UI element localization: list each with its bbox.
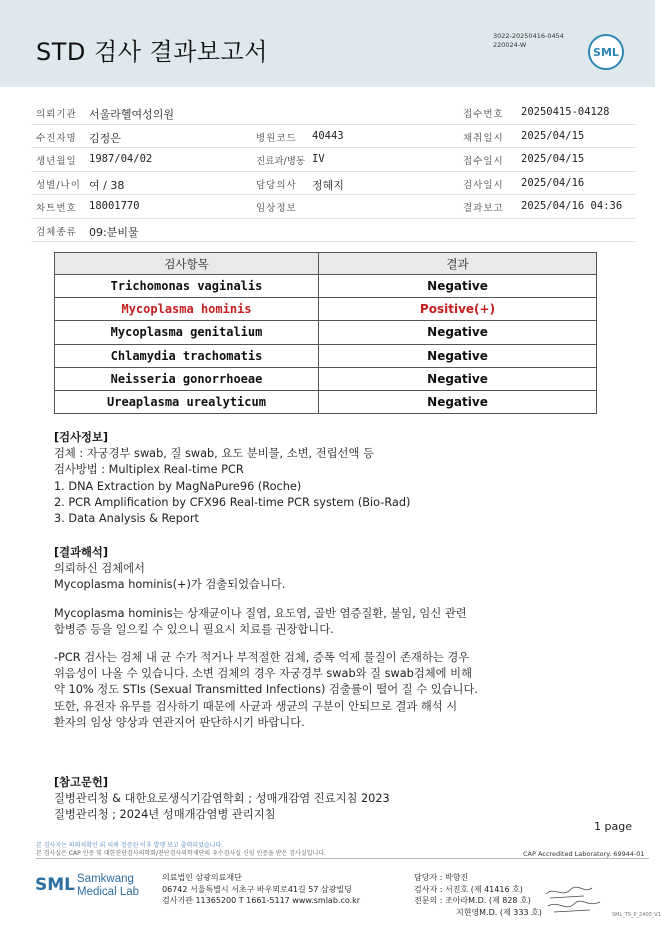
staff-line: 담당자 : 박향진 — [414, 873, 469, 882]
test-info-title: [검사정보] — [54, 431, 108, 444]
chart-no-label: 차트번호 — [36, 203, 77, 214]
header-test-item: 검사항목 — [55, 253, 319, 275]
cap-accreditation: CAP Accredited Laboratory. 69944-01 — [523, 850, 645, 858]
report-header — [0, 0, 655, 87]
form-code: SML_TS_P_2400_V1 — [612, 912, 661, 918]
info-row-chart — [31, 195, 636, 219]
test-item-cell: Neisseria gonorrhoeae — [55, 367, 319, 390]
page-number: 1 page — [594, 820, 632, 833]
interpretation-line: 합병증 등을 일으킬 수 있으니 필요시 치료를 권장합니다. — [54, 622, 334, 636]
lab-staff — [414, 872, 542, 918]
test-item-cell: Mycoplasma hominis — [55, 298, 319, 321]
table-row — [55, 367, 597, 390]
info-row-subject — [31, 125, 636, 149]
test-item-cell: Chlamydia trachomatis — [55, 344, 319, 367]
lab-name-line-2: Medical Lab — [77, 886, 140, 898]
sex-age-label: 성별/나이 — [36, 179, 81, 191]
lab-name — [77, 873, 139, 899]
address-line: 06742 서울특별시 서초구 바우뫼로41길 57 삼광빌딩 — [162, 884, 352, 894]
result-cell: Positive(+) — [319, 298, 597, 321]
specimen-value: 09:분비물 — [89, 225, 139, 239]
reference-line: 질병관리청 ; 2024년 성매개감염병 관리지침 — [54, 808, 276, 822]
clinical-label: 임상정보 — [256, 203, 297, 214]
specimen-label: 검체종류 — [36, 226, 77, 238]
interpretation-line: 의뢰하신 검체에서 — [54, 562, 145, 576]
staff-line: 지현영M.D. (제 333 호) — [456, 907, 542, 917]
lab-address — [162, 872, 360, 907]
table-row — [55, 275, 597, 298]
interpretation-title: [결과해석] — [54, 546, 108, 559]
test-info-line: 검체 : 자궁경부 swab, 질 swab, 요도 분비물, 소변, 전립선액 등 — [54, 447, 374, 461]
interpretation-line: 환자의 임상 양상과 연관지어 판단하시기 바랍니다. — [54, 715, 305, 729]
result-cell: Negative — [319, 321, 597, 344]
interpretation-section — [54, 545, 534, 731]
results-header-row — [55, 253, 597, 275]
footer-divider — [36, 858, 649, 859]
table-row — [55, 344, 597, 367]
test-info-line: 2. PCR Amplification by CFX96 Real-time PCR system (Bio-Rad) — [54, 495, 411, 509]
subject-value: 김정은 — [89, 131, 121, 145]
test-info-section — [54, 430, 524, 527]
doctor-label: 담당의사 — [256, 179, 297, 191]
receive-date-value: 2025/04/15 — [521, 153, 585, 165]
sml-logo-text: SML — [593, 46, 619, 59]
results-table — [54, 252, 597, 414]
result-cell: Negative — [319, 367, 597, 390]
test-item-cell: Trichomonas vaginalis — [55, 275, 319, 298]
document-code-2: 220024-W — [493, 41, 527, 49]
report-date-value: 2025/04/16 04:36 — [521, 200, 623, 212]
ward-code-label: 병원코드 — [256, 132, 297, 144]
samkwang-logo-icon — [35, 870, 75, 896]
interpretation-line: Mycoplasma hominis(+)가 검출되었습니다. — [54, 578, 286, 592]
test-date-value: 2025/04/16 — [521, 176, 585, 189]
interpretation-line: Mycoplasma hominis는 상재균이나 질염, 요도염, 골반 염증질환, 불임, 임신 관련 — [54, 606, 467, 620]
info-row-institution — [31, 101, 636, 125]
test-date-label: 검사일시 — [463, 179, 504, 191]
test-item-cell: Ureaplasma urealyticum — [55, 390, 319, 413]
subject-label: 수진자명 — [36, 132, 77, 144]
footer-note-2: 본 검사실은 CAP 인증 및 대한진단검사의학회/진단검사의학재단의 우수검사실 신임 인증을 받은 검사실입니다. — [36, 850, 326, 857]
institution-label: 의뢰기관 — [36, 109, 77, 120]
report-date-label: 결과보고 — [463, 203, 504, 214]
chart-no-value: 18001770 — [89, 200, 140, 212]
institution-value: 서울라헬여성의원 — [89, 108, 175, 121]
table-row — [55, 321, 597, 344]
references-title: [참고문헌] — [54, 776, 108, 789]
doctor-value: 정혜지 — [312, 178, 344, 192]
birth-label: 생년월일 — [36, 156, 77, 167]
result-cell: Negative — [319, 390, 597, 413]
lab-name-line-1: Samkwang — [77, 873, 134, 885]
ward-code-value: 40443 — [312, 129, 344, 142]
test-info-line: 1. DNA Extraction by MagNaPure96 (Roche) — [54, 479, 302, 493]
test-info-line: 검사방법 : Multiplex Real-time PCR — [54, 463, 244, 477]
header-result: 결과 — [319, 253, 597, 275]
info-row-specimen — [31, 219, 636, 243]
info-row-sex-age — [31, 172, 636, 196]
sex-age-value: 여 / 38 — [89, 178, 125, 192]
birth-value: 1987/04/02 — [89, 153, 153, 165]
report-title: STD 검사 결과보고서 — [36, 38, 268, 66]
table-row — [55, 390, 597, 413]
test-info-line: 3. Data Analysis & Report — [54, 512, 199, 526]
interpretation-line: 위음성이 나올 수 있습니다. 소변 검체의 경우 자궁경부 swab와 질 swab검체에 비해 — [54, 667, 473, 681]
interpretation-line: 약 10% 정도 STIs (Sexual Transmitted Infections) 검출률이 떨어 질 수 있습니다. — [54, 683, 478, 697]
result-cell: Negative — [319, 344, 597, 367]
signature-icon — [544, 884, 604, 916]
dept-value: IV — [312, 153, 325, 165]
collect-date-value: 2025/04/15 — [521, 129, 585, 142]
collect-date-label: 채취일시 — [463, 132, 504, 144]
address-line: 의료법인 삼광의료재단 — [162, 873, 242, 882]
receive-date-label: 접수일시 — [463, 156, 504, 167]
test-item-cell: Mycoplasma genitalium — [55, 321, 319, 344]
sml-logo — [588, 34, 624, 70]
interpretation-line: 또한, 유전자 유무를 검사하기 때문에 사균과 생균의 구분이 안되므로 결과 해석 시 — [54, 699, 458, 713]
document-code-1: 3022-20250416-0454 — [493, 32, 564, 40]
svg-text:SML: SML — [35, 875, 75, 895]
dept-label: 진료과/병동 — [256, 156, 306, 167]
footer-note-1: 본 검사지는 의뢰처확인 외 의뢰 검증된 이후 발행 보고 출력되었습니다. — [36, 842, 224, 849]
staff-line: 전문의 : 조아라M.D. (제 828 호) — [414, 896, 531, 905]
receipt-no-value: 20250415-04128 — [521, 106, 610, 118]
staff-line: 검사자 : 서진호 (제 41416 호) — [414, 884, 523, 894]
info-row-birth — [31, 148, 636, 172]
footer-notes — [36, 842, 326, 858]
interpretation-line: -PCR 검사는 검체 내 균 수가 적거나 부적절한 검체, 증폭 억제 물질이 존재하는 경우 — [54, 651, 470, 665]
document-codes — [493, 32, 564, 50]
address-line: 검사기관 11365200 T 1661-5117 www.smlab.co.kr — [162, 896, 361, 905]
receipt-no-label: 접수번호 — [463, 109, 504, 120]
patient-info-grid — [31, 101, 636, 242]
reference-line: 질병관리청 & 대한요로생식기감염학회 ; 성매개감염 진료지침 2023 — [54, 792, 390, 806]
result-cell: Negative — [319, 275, 597, 298]
references-section — [54, 775, 524, 824]
table-row-positive — [55, 298, 597, 321]
